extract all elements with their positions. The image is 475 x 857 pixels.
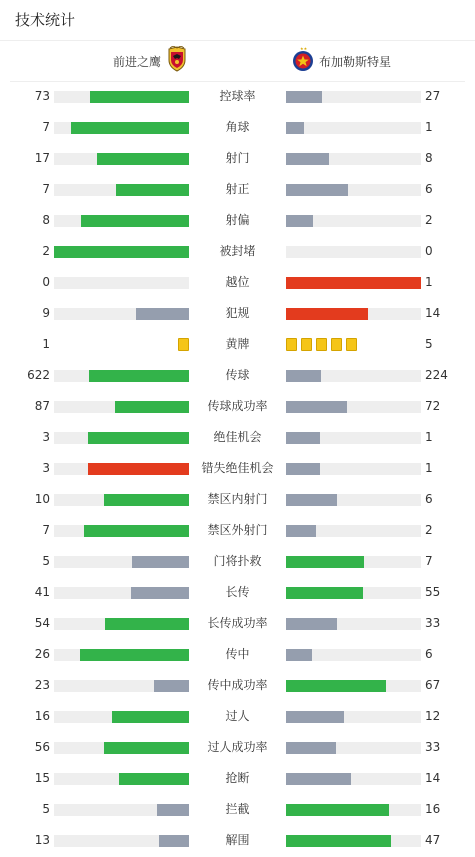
stat-label: 被封堵 <box>219 244 256 258</box>
stat-label: 越位 <box>225 275 250 289</box>
away-stat-value: 72 <box>425 399 441 413</box>
home-stat-bar-track <box>54 463 189 475</box>
home-stat-bar-track <box>54 153 189 165</box>
home-stat-value: 8 <box>42 213 50 227</box>
away-stat-bar-track <box>286 525 421 537</box>
stat-row <box>0 81 475 112</box>
home-stat-bar-track <box>54 773 189 785</box>
home-stat-bar-track <box>54 742 189 754</box>
away-stat-bar <box>286 277 421 289</box>
away-stat-value: 6 <box>425 492 433 506</box>
away-stat-bar <box>286 773 351 785</box>
home-stat-bar-track <box>54 277 189 289</box>
away-stat-bar-track <box>286 463 421 475</box>
home-stat-value: 16 <box>34 709 50 723</box>
home-stat-bar <box>136 308 189 320</box>
away-stat-value: 6 <box>425 182 433 196</box>
svg-text:★★: ★★ <box>300 46 308 51</box>
home-stat-bar <box>112 711 189 723</box>
home-stat-value: 15 <box>34 771 50 785</box>
away-stat-bar-track <box>286 215 421 227</box>
home-stat-bar-track <box>54 184 189 196</box>
stat-row <box>0 608 475 639</box>
away-stat-bar <box>286 401 347 413</box>
away-yellow-cards <box>286 338 357 351</box>
home-stat-bar-track <box>54 804 189 816</box>
home-stat-value: 54 <box>34 616 50 630</box>
home-stat-bar <box>104 742 189 754</box>
home-stat-bar <box>90 91 189 103</box>
away-stat-bar <box>286 742 336 754</box>
stat-label: 射偏 <box>225 213 250 227</box>
away-stat-value: 1 <box>425 430 433 444</box>
stat-row <box>0 422 475 453</box>
home-stat-value: 13 <box>34 833 50 847</box>
away-stat-bar <box>286 122 304 134</box>
away-stat-bar-track <box>286 370 421 382</box>
away-stat-value: 1 <box>425 120 433 134</box>
home-stat-value: 0 <box>42 275 50 289</box>
stat-label: 传球 <box>225 368 250 382</box>
stat-label: 解围 <box>225 833 250 847</box>
stat-row <box>0 794 475 825</box>
home-stat-value: 7 <box>42 120 50 134</box>
away-stat-value: 8 <box>425 151 433 165</box>
home-stat-value: 1 <box>42 337 50 351</box>
away-stat-bar <box>286 308 368 320</box>
away-stat-bar <box>286 680 386 692</box>
home-stat-bar-track <box>54 556 189 568</box>
away-stat-bar-track <box>286 835 421 847</box>
yellow-card-icon <box>178 338 189 351</box>
away-stat-value: 14 <box>425 306 441 320</box>
stat-label: 禁区内射门 <box>207 492 268 506</box>
home-stat-bar <box>71 122 189 134</box>
home-stat-bar-track <box>54 525 189 537</box>
home-stat-bar <box>88 463 189 475</box>
home-stat-bar-track <box>54 835 189 847</box>
teams-header <box>0 41 475 81</box>
away-stat-bar <box>286 432 320 444</box>
away-stat-value: 2 <box>425 523 433 537</box>
stat-label: 门将扑救 <box>213 554 262 568</box>
stat-row <box>0 515 475 546</box>
stat-label: 黄牌 <box>225 337 250 351</box>
go-ahead-eagles-crest-icon <box>166 46 188 76</box>
stat-row <box>0 298 475 329</box>
stat-row <box>0 484 475 515</box>
away-stat-bar-track <box>286 432 421 444</box>
home-stat-bar-track <box>54 91 189 103</box>
home-stat-bar-track <box>54 494 189 506</box>
home-stat-value: 5 <box>42 554 50 568</box>
away-stat-bar-track <box>286 153 421 165</box>
home-stat-bar-track <box>54 711 189 723</box>
away-stat-bar <box>286 91 322 103</box>
home-stat-value: 622 <box>27 368 50 382</box>
stat-label: 长传成功率 <box>207 616 268 630</box>
away-stat-bar-track <box>286 556 421 568</box>
stat-row <box>0 112 475 143</box>
stat-label: 控球率 <box>219 89 256 103</box>
stat-row <box>0 143 475 174</box>
stat-label: 过人 <box>225 709 250 723</box>
away-stat-bar <box>286 525 316 537</box>
stat-row <box>0 453 475 484</box>
home-stat-bar <box>132 556 189 568</box>
away-stat-value: 33 <box>425 616 441 630</box>
stat-label: 抢断 <box>225 771 250 785</box>
home-stat-bar <box>97 153 189 165</box>
away-stat-value: 27 <box>425 89 441 103</box>
away-stat-value: 224 <box>425 368 448 382</box>
fcsb-crest-icon <box>292 46 314 76</box>
away-stat-bar-track <box>286 277 421 289</box>
home-stat-bar <box>157 804 189 816</box>
away-stat-bar <box>286 587 363 599</box>
stats-list <box>0 81 475 856</box>
home-stat-bar <box>154 680 189 692</box>
page-title: 技术统计 <box>15 11 76 29</box>
home-stat-value: 9 <box>42 306 50 320</box>
away-stat-bar <box>286 215 313 227</box>
away-stat-bar <box>286 463 320 475</box>
away-stat-bar <box>286 804 389 816</box>
home-stat-bar-track <box>54 587 189 599</box>
away-stat-bar <box>286 711 344 723</box>
home-yellow-cards <box>178 338 189 351</box>
yellow-card-icon <box>301 338 312 351</box>
stat-row <box>0 329 475 360</box>
stat-label: 拦截 <box>225 802 250 816</box>
home-stat-value: 17 <box>34 151 50 165</box>
away-stat-bar <box>286 618 337 630</box>
home-team[interactable] <box>113 47 188 75</box>
home-stat-value: 7 <box>42 523 50 537</box>
home-stat-bar <box>131 587 189 599</box>
away-stat-bar-track <box>286 804 421 816</box>
away-stat-value: 0 <box>425 244 433 258</box>
stat-label: 角球 <box>225 120 250 134</box>
stat-row <box>0 205 475 236</box>
stat-row <box>0 577 475 608</box>
away-team[interactable] <box>292 47 391 75</box>
home-stat-bar <box>89 370 189 382</box>
home-stat-bar-track <box>54 215 189 227</box>
away-stat-value: 47 <box>425 833 441 847</box>
home-stat-bar <box>159 835 189 847</box>
yellow-card-icon <box>346 338 357 351</box>
away-stat-bar-track <box>286 91 421 103</box>
away-stat-bar <box>286 556 364 568</box>
home-stat-bar-track <box>54 370 189 382</box>
stat-label: 传中 <box>225 647 250 661</box>
home-stat-bar <box>88 432 189 444</box>
stat-label: 长传 <box>225 585 250 599</box>
home-stat-value: 23 <box>34 678 50 692</box>
home-stat-bar <box>116 184 189 196</box>
away-stat-value: 12 <box>425 709 441 723</box>
stat-row <box>0 639 475 670</box>
home-stat-bar <box>104 494 189 506</box>
stat-label: 射正 <box>225 182 250 196</box>
home-stat-bar <box>115 401 189 413</box>
home-stat-value: 73 <box>34 89 50 103</box>
away-stat-bar-track <box>286 308 421 320</box>
stat-row <box>0 732 475 763</box>
stat-row <box>0 236 475 267</box>
home-stat-bar-track <box>54 432 189 444</box>
home-stat-value: 87 <box>34 399 50 413</box>
stat-label: 过人成功率 <box>207 740 268 754</box>
away-stat-bar-track <box>286 587 421 599</box>
home-stat-value: 2 <box>42 244 50 258</box>
away-stat-bar-track <box>286 246 421 258</box>
stat-row <box>0 360 475 391</box>
yellow-card-icon <box>331 338 342 351</box>
away-stat-bar-track <box>286 711 421 723</box>
home-team-name: 前进之鹰 <box>112 54 161 69</box>
stat-row <box>0 825 475 856</box>
home-stat-value: 7 <box>42 182 50 196</box>
away-stat-bar <box>286 153 329 165</box>
away-stat-bar <box>286 370 321 382</box>
home-stat-bar-track <box>54 618 189 630</box>
stat-row <box>0 763 475 794</box>
home-stat-bar <box>80 649 189 661</box>
stat-label: 错失绝佳机会 <box>201 461 274 475</box>
home-stat-bar <box>119 773 189 785</box>
away-stat-value: 2 <box>425 213 433 227</box>
stat-label: 射门 <box>225 151 250 165</box>
stat-row <box>0 174 475 205</box>
away-stat-value: 33 <box>425 740 441 754</box>
yellow-card-icon <box>286 338 297 351</box>
away-stat-value: 1 <box>425 461 433 475</box>
home-stat-value: 3 <box>42 461 50 475</box>
home-stat-value: 10 <box>34 492 50 506</box>
away-stat-bar-track <box>286 773 421 785</box>
stat-label: 传球成功率 <box>207 399 268 413</box>
away-stat-bar <box>286 835 391 847</box>
home-stat-bar <box>105 618 189 630</box>
away-stat-value: 1 <box>425 275 433 289</box>
home-stat-value: 3 <box>42 430 50 444</box>
stat-row <box>0 701 475 732</box>
home-stat-value: 41 <box>34 585 50 599</box>
home-stat-bar-track <box>54 649 189 661</box>
away-stat-bar-track <box>286 649 421 661</box>
home-stat-bar <box>84 525 189 537</box>
away-team-name: 布加勒斯特星 <box>319 54 392 69</box>
away-stat-value: 67 <box>425 678 441 692</box>
yellow-card-icon <box>316 338 327 351</box>
home-stat-bar <box>54 246 189 258</box>
home-stat-bar-track <box>54 122 189 134</box>
away-stat-value: 55 <box>425 585 441 599</box>
stat-label: 传中成功率 <box>207 678 268 692</box>
stat-row <box>0 546 475 577</box>
home-stat-value: 26 <box>34 647 50 661</box>
away-stat-bar <box>286 494 337 506</box>
stat-row <box>0 670 475 701</box>
home-stat-bar-track <box>54 401 189 413</box>
away-stat-bar <box>286 184 348 196</box>
home-stat-bar-track <box>54 680 189 692</box>
away-stat-bar-track <box>286 401 421 413</box>
stat-label: 绝佳机会 <box>213 430 262 444</box>
away-stat-value: 14 <box>425 771 441 785</box>
home-stat-value: 5 <box>42 802 50 816</box>
stat-row <box>0 267 475 298</box>
away-stat-bar-track <box>286 184 421 196</box>
away-stat-bar-track <box>286 742 421 754</box>
home-stat-bar <box>81 215 189 227</box>
away-stat-value: 6 <box>425 647 433 661</box>
away-stat-bar-track <box>286 618 421 630</box>
home-stat-value: 56 <box>34 740 50 754</box>
away-stat-value: 16 <box>425 802 441 816</box>
home-stat-bar-track <box>54 246 189 258</box>
stat-label: 禁区外射门 <box>207 523 268 537</box>
home-stat-bar-track <box>54 308 189 320</box>
away-stat-bar-track <box>286 680 421 692</box>
away-stat-bar-track <box>286 494 421 506</box>
stat-label: 犯规 <box>225 306 250 320</box>
stat-row <box>0 391 475 422</box>
away-stat-value: 7 <box>425 554 433 568</box>
away-stat-value: 5 <box>425 337 433 351</box>
away-stat-bar-track <box>286 122 421 134</box>
away-stat-bar <box>286 649 312 661</box>
